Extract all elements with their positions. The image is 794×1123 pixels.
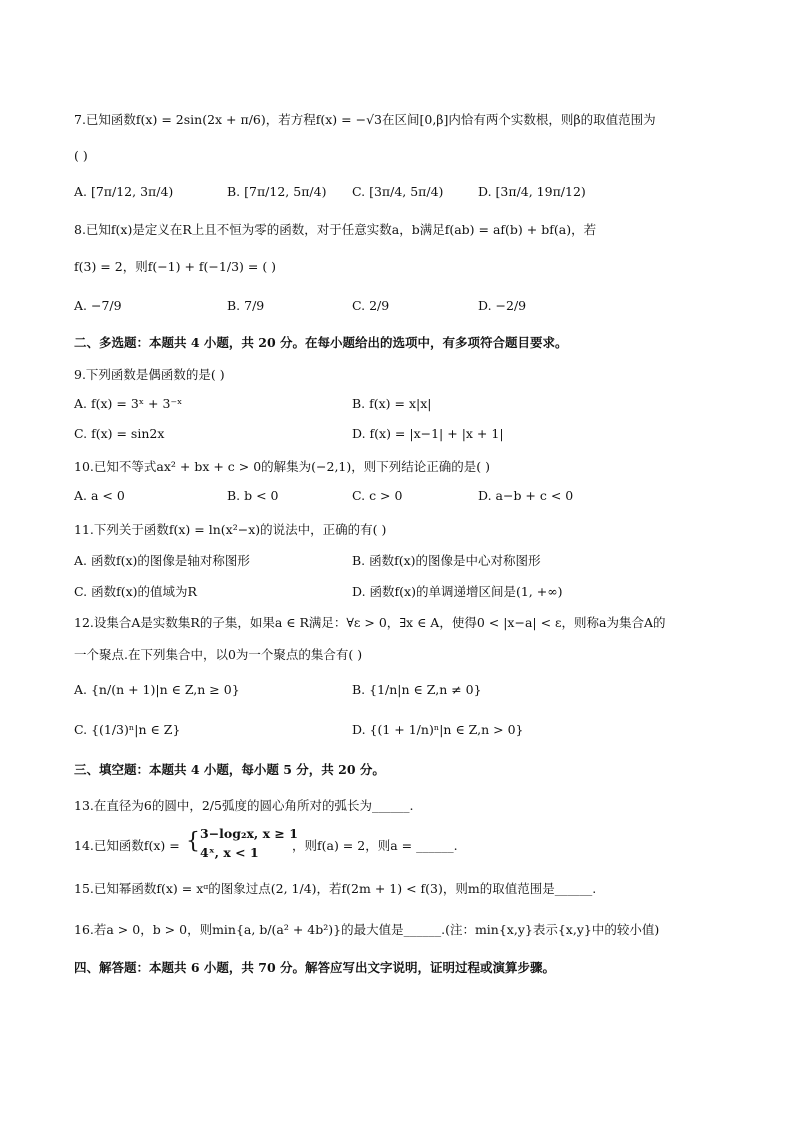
q12-option-d: D. {(1 + 1/n)ⁿ|n ∈ Z,n > 0} bbox=[352, 722, 524, 737]
q13-stem: 13.在直径为6的圆中，2/5弧度的圆心角所对的弧长为______. bbox=[74, 798, 414, 813]
q14-prefix: 14.已知函数f(x) = bbox=[74, 838, 180, 853]
q10-option-a: A. a < 0 bbox=[74, 488, 125, 503]
section-4-heading: 四、解答题：本题共 6 小题，共 70 分。解答应写出文字说明，证明过程或演算步骤。 bbox=[74, 960, 556, 975]
q14-case-1: 3−log₂x, x ≥ 1 bbox=[200, 826, 298, 841]
q8-option-b: B. 7/9 bbox=[227, 298, 265, 313]
q10-option-d: D. a−b + c < 0 bbox=[478, 488, 574, 503]
q9-option-a: A. f(x) = 3ˣ + 3⁻ˣ bbox=[74, 396, 183, 411]
q7-option-c: C. [3π/4, 5π/4) bbox=[352, 184, 444, 199]
q7-option-a: A. [7π/12, 3π/4) bbox=[74, 184, 174, 199]
q12-stem-2: 一个聚点.在下列集合中，以0为一个聚点的集合有( ) bbox=[74, 647, 363, 662]
q12-option-b: B. {1/n|n ∈ Z,n ≠ 0} bbox=[352, 682, 482, 697]
q8-option-a: A. −7/9 bbox=[74, 298, 122, 313]
q7-paren: ( ) bbox=[74, 148, 88, 163]
q9-stem: 9.下列函数是偶函数的是( ) bbox=[74, 367, 225, 382]
q11-stem: 11.下列关于函数f(x) = ln(x²−x)的说法中，正确的有( ) bbox=[74, 522, 387, 537]
q10-stem: 10.已知不等式ax² + bx + c > 0的解集为(−2,1)，则下列结论正确的是( ) bbox=[74, 459, 490, 474]
q9-option-d: D. f(x) = |x−1| + |x + 1| bbox=[352, 426, 504, 441]
q9-option-c: C. f(x) = sin2x bbox=[74, 426, 165, 441]
q12-stem: 12.设集合A是实数集R的子集，如果a ∈ R满足：∀ε > 0，∃x ∈ A，使得0 < |x−a| < ε，则称a为集合A的 bbox=[74, 615, 666, 630]
q12-option-c: C. {(1/3)ⁿ|n ∈ Z} bbox=[74, 722, 181, 737]
q11-option-b: B. 函数f(x)的图像是中心对称图形 bbox=[352, 553, 541, 568]
q10-option-b: B. b < 0 bbox=[227, 488, 279, 503]
q14-suffix: ，则f(a) = 2，则a = ______. bbox=[292, 838, 458, 853]
q15-stem: 15.已知幂函数f(x) = xᵅ的图象过点(2, 1/4)，若f(2m + 1) < f(3)，则m的取值范围是______. bbox=[74, 881, 597, 896]
q11-option-c: C. 函数f(x)的值域为R bbox=[74, 584, 197, 599]
q11-option-d: D. 函数f(x)的单调递增区间是(1, +∞) bbox=[352, 584, 563, 599]
q14-case-2: 4ˣ, x < 1 bbox=[200, 845, 259, 860]
q8-option-d: D. −2/9 bbox=[478, 298, 527, 313]
q12-option-a: A. {n/(n + 1)|n ∈ Z,n ≥ 0} bbox=[74, 682, 240, 697]
section-2-heading: 二、多选题：本题共 4 小题，共 20 分。在每小题给出的选项中，有多项符合题目要求。 bbox=[74, 335, 568, 350]
q7-option-b: B. [7π/12, 5π/4) bbox=[227, 184, 327, 199]
q7-stem: 7.已知函数f(x) = 2sin(2x + π/6)，若方程f(x) = −√3在区间[0,β]内恰有两个实数根，则β的取值范围为 bbox=[74, 112, 656, 127]
q14-brace: { bbox=[186, 829, 200, 854]
q8-stem-2: f(3) = 2，则f(−1) + f(−1/3) = ( ) bbox=[74, 259, 277, 274]
section-3-heading: 三、填空题：本题共 4 小题，每小题 5 分，共 20 分。 bbox=[74, 762, 385, 777]
q7-option-d: D. [3π/4, 19π/12) bbox=[478, 184, 586, 199]
q16-stem: 16.若a > 0，b > 0，则min{a, b/(a² + 4b²)}的最大值是______.(注：min{x,y}表示{x,y}中的较小值) bbox=[74, 922, 660, 937]
q8-option-c: C. 2/9 bbox=[352, 298, 390, 313]
q8-stem: 8.已知f(x)是定义在R上且不恒为零的函数，对于任意实数a，b满足f(ab) = af(b) + bf(a)，若 bbox=[74, 222, 597, 237]
q9-option-b: B. f(x) = x|x| bbox=[352, 396, 432, 411]
q11-option-a: A. 函数f(x)的图像是轴对称图形 bbox=[74, 553, 250, 568]
q10-option-c: C. c > 0 bbox=[352, 488, 403, 503]
